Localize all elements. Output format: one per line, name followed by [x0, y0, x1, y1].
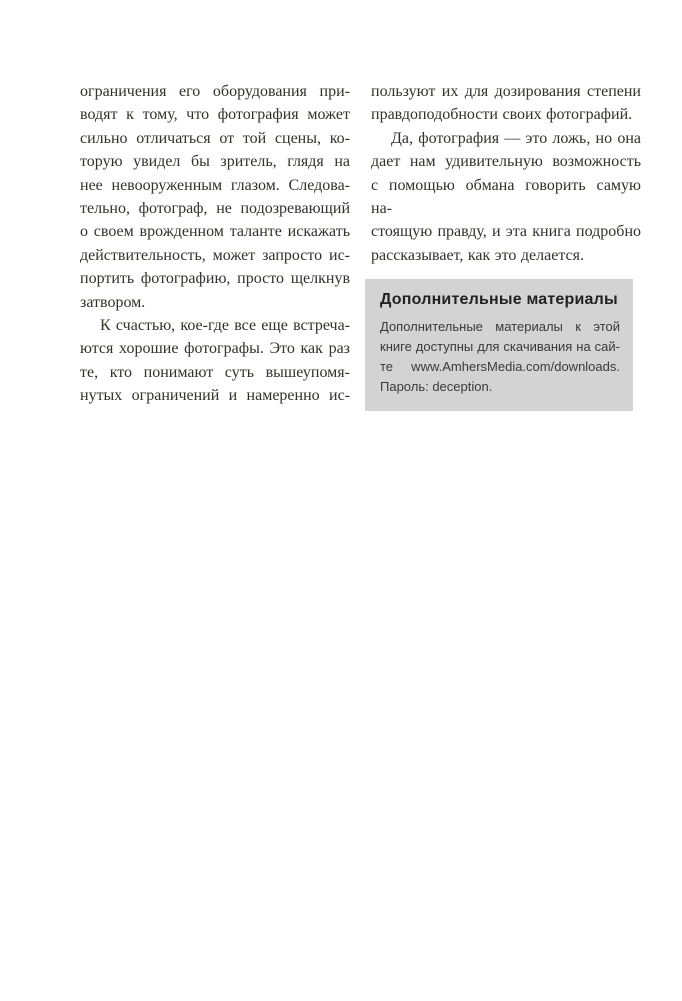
- text-line: нее невооруженным глазом. Следова-: [80, 176, 350, 194]
- paragraph: [80, 80, 350, 314]
- text-line: ются хорошие фотографы. Это как раз: [80, 340, 350, 358]
- text-line: торую увидел бы зритель, глядя на: [80, 153, 350, 171]
- text-line: водят к тому, что фотография может: [80, 106, 350, 124]
- text-line: нутых ограничений и намеренно ис-: [80, 387, 350, 405]
- box-title: Дополнительные материалы: [380, 291, 618, 309]
- text-columns: [80, 80, 641, 411]
- text-line: действительность, может запросто ис-: [80, 246, 350, 264]
- text-line: правдоподобности своих фотографий.: [371, 106, 633, 124]
- box-text-line: книге доступны для скачивания на сай-: [380, 339, 620, 355]
- paragraph: [80, 314, 350, 408]
- text-line: К счастью, кое-где все еще встреча-: [100, 317, 350, 335]
- text-line: затвором.: [80, 293, 146, 311]
- text-line: Да, фотография — это ложь, но она: [391, 129, 641, 147]
- additional-materials-box: [365, 279, 633, 411]
- text-line: те, кто понимают суть вышеупомя-: [80, 363, 350, 381]
- text-line: ограничения его оборудования при-: [80, 83, 350, 100]
- paragraph: [371, 127, 641, 267]
- right-column: [371, 80, 641, 411]
- box-text-line: те www.AmhersMedia.com/downloads.: [380, 358, 620, 374]
- text-line: тельно, фотограф, не подозревающий: [80, 200, 350, 218]
- text-line: рассказывает, как это делается.: [371, 246, 584, 264]
- text-line: портить фотографию, просто щелкнув: [80, 270, 350, 288]
- text-line: пользуют их для дозирования степени: [371, 83, 641, 100]
- left-column: [80, 80, 350, 411]
- text-line: стоящую правду, и эта книга подробно: [371, 223, 641, 241]
- text-line: дает нам удивительную возможность: [371, 153, 641, 171]
- box-text-line: Дополнительные материалы к этой: [380, 319, 620, 335]
- paragraph: [371, 80, 641, 127]
- text-line: сильно отличаться от той сцены, ко-: [80, 129, 350, 147]
- box-text-line: Пароль: deception.: [380, 378, 493, 394]
- text-line: с помощью обмана говорить самую на-: [371, 176, 641, 218]
- text-line: о своем врожденном таланте искажать: [80, 223, 350, 241]
